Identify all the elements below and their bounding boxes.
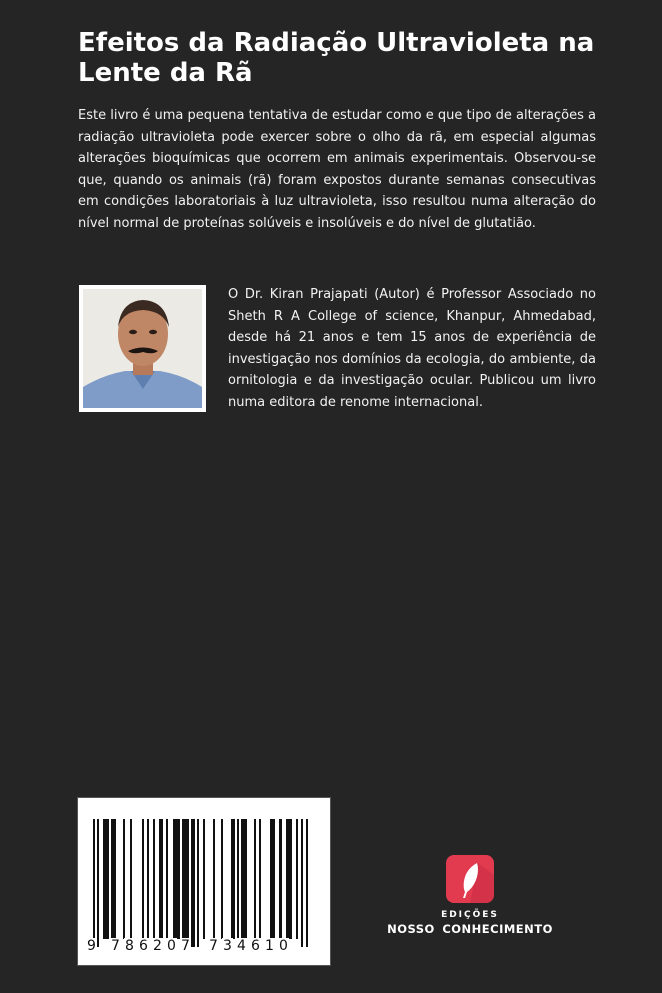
publisher-logo (380, 855, 560, 936)
publisher-name: NOSSO CONHECIMENTO (387, 922, 553, 936)
book-title: Efeitos da Radiação Ultravioleta na Lente da Rã (78, 28, 595, 88)
book-synopsis: Este livro é uma pequena tentativa de estudar como e que tipo de alterações a radiação ultravioleta pode exercer sobre o olho da rã, em especial algumas alterações bioquímicas que ocorrem em animais experimentais. Observou-se que, quando os animais (rã) foram expostos durante semanas consecutivas em condições laboratoriais à luz ultravioleta, isso resultou numa alteração do nível normal de proteínas solúveis e insolúveis e do nível de glutatião. (78, 108, 596, 231)
isbn-barcode (77, 797, 331, 966)
barcode-bars (93, 819, 323, 947)
person-portrait-icon (83, 289, 202, 408)
feather-icon (446, 855, 494, 903)
isbn-digits: 9 7 8 6 2 0 7 7 3 4 6 1 0 (87, 938, 288, 954)
author-bio: O Dr. Kiran Prajapati (Autor) é Professor Associado no Sheth R A College of science, Khanpur, Ahmedabad, desde há 21 anos e tem 15 anos de experiência de investigação nos domínios da ecologia, do ambiente, da ornitologia e da investigação ocular. Publicou um livro numa editora de renome internacional. (228, 287, 596, 410)
author-portrait-image (83, 289, 202, 408)
author-photo (79, 285, 206, 412)
publisher-line1: EDIÇÕES (441, 910, 499, 920)
